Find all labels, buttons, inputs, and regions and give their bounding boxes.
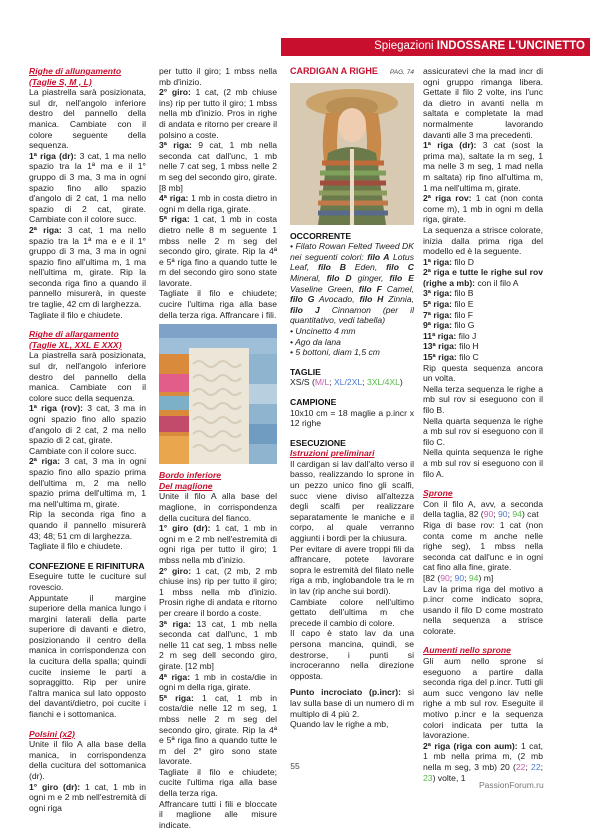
stitch-text: si lav sulla base di un numero di m multiplo di 4 più 2. — [290, 687, 414, 719]
paragraph: La piastrella sarà posizionata, sul dr, nell'angolo inferiore destro del pannello della manica. Cambiate con il colore seguente della sequenza. — [29, 87, 146, 151]
row-label: 1° giro (dr): — [159, 523, 211, 534]
row-instruction — [29, 151, 146, 225]
row-text: 1 mb in costa/die in ogni m della riga, girate. — [159, 671, 277, 693]
size-value-3xl: 94 — [512, 509, 522, 520]
materials-list — [290, 241, 414, 326]
row-label: 2ª riga: — [29, 456, 61, 467]
yarn-e: filo E — [389, 272, 415, 283]
row-instruction — [159, 566, 277, 619]
row-instruction — [159, 619, 277, 672]
section-title-istruzioni: Istruzioni preliminari — [290, 448, 375, 459]
tool-buttons: • 5 bottoni, diam 1,5 cm — [290, 347, 380, 358]
paragraph: Appuntate il margine superiore della manica lungo i margini laterali della parte superiore di davanti e dietro, posizionando il centro della manica in corrispondenza con la cucitura della spalla; quindi cucite insieme le parti a sopraggitto. Rip per unire l'altra manica sul lato opposto del davanti/dietro, poi cucite i fianchi e i sottomanica. — [29, 592, 146, 720]
section-header — [340, 40, 585, 52]
section-sizes-allungamento: (Taglie S, M , L) — [29, 76, 92, 87]
cardigan-photo — [290, 83, 414, 225]
section-title-campione: CAMPIONE — [290, 396, 337, 407]
row-instruction — [29, 782, 146, 814]
text-part: ; — [464, 572, 469, 583]
column-4 — [423, 66, 543, 783]
stripe-label: 1ª riga: — [423, 256, 452, 267]
stripe-value: filo E — [454, 299, 474, 310]
section-title-confezione: CONFEZIONE E RIFINITURA — [29, 560, 145, 571]
text-part: ; — [540, 762, 543, 772]
size-sep: ; — [362, 377, 367, 388]
row-instruction — [159, 193, 277, 214]
row-label: 4ª riga: — [159, 193, 189, 204]
section-title-aumenti: Aumenti nello sprone — [423, 645, 511, 656]
size-value-ml: 22 — [515, 762, 526, 772]
row-label: 5ª riga: — [159, 692, 194, 703]
text-part: ; — [449, 572, 455, 583]
stripe-row — [423, 288, 543, 299]
stripe-value: con il filo A — [477, 277, 519, 288]
paragraph: Il cardigan si lav dall'alto verso il basso, realizzando lo sprone in un pezzo unico fino gli scalfi, succ viene diviso all'altezza degli scalfi per realizzare separatamente le maniche e il corpo, al quale verranno aggiunti i bordi per la chiusura. — [290, 458, 414, 544]
stitch-label: Punto incrociato (p.incr): — [290, 687, 401, 698]
yarn-e-name: Vaseline Green, — [290, 283, 354, 294]
yarn-g: filo G — [290, 294, 315, 305]
row-label: 1ª riga (dr): — [423, 140, 477, 151]
text-part: ) volte, 1 — [432, 772, 466, 783]
stripe-label: 11ª riga: — [423, 330, 457, 341]
paragraph: Affrancare tutti i fili e bloccate il maglione alle misure indicate. — [159, 798, 277, 830]
yarn-j: filo J — [290, 304, 320, 315]
size-value-ml: 90 — [440, 572, 450, 583]
stripe-label: 13ª riga: — [423, 341, 457, 352]
page-reference: PAG. 74 — [389, 69, 414, 76]
row-label: 2ª riga rov: — [423, 193, 472, 204]
paragraph: Tagliate il filo e chiudete. — [29, 541, 123, 552]
text-part: ) cat — [521, 509, 539, 520]
row-text: 1 cat, 1 mb in ogni m e 2 mb nell'estremità di ogni riga — [29, 781, 147, 813]
stripe-label: 3ª riga: — [423, 288, 452, 299]
tool-hook: • Uncinetto 4 mm — [290, 325, 356, 336]
row-label: 3ª riga: — [159, 618, 192, 629]
row-label: 2° giro: — [159, 565, 192, 576]
row-label: 3ª riga: — [159, 140, 192, 151]
column-1 — [29, 66, 146, 813]
size-value-3xl: 94 — [468, 572, 479, 583]
size-value-xl: 90 — [454, 572, 465, 583]
size-value-xl: 22 — [531, 762, 541, 772]
column-3 — [290, 66, 414, 730]
stripe-row — [423, 310, 543, 321]
gauge-text: 10x10 cm = 18 maglie a p.incr x 12 righe — [290, 407, 414, 429]
stripe-value: filo C — [459, 352, 479, 363]
row-label: 2ª riga (riga con aum): — [423, 740, 518, 751]
paragraph: assicuratevi che la mad incr di ogni gruppo rimanga libera. Gettate il filo 2 volte, ins l'unc da dietro in avanti nella m saltata e completate la mad normalmente lavorando davanti alle 3 ma precedenti. — [423, 66, 543, 140]
text-part: [82 ( — [423, 572, 441, 583]
paragraph: Nella quinta sequenza le righe a mb sul rov si eseguono con il filo A. — [423, 447, 543, 479]
paragraph: Il capo è stato lav da una persona mancina, quindi, se destrorse, i punti si incroceranno nella direzione opposta. — [290, 628, 414, 681]
yarn-b: filo B — [317, 262, 346, 273]
row-text: 3 cat, 3 ma in ogni spazio fino allo spazio prima dell'ultima m, 2 ma nello spazio prima dell'ultima m, 1 ma nell'ultima m, girate. — [29, 456, 146, 509]
paragraph: La piastrella sarà posizionata, sul dr, nell'angolo inferiore destro del pannello della manica. Cambiate con il colore succ della sequenza. — [29, 350, 146, 403]
size-xs: XS/S ( — [290, 377, 315, 388]
yarn-f-name: Camel, — [386, 283, 415, 294]
yarn-c-name: Mineral, — [290, 272, 321, 283]
stripe-label: 2ª riga e tutte le righe sul rov (righe a mb): — [423, 267, 543, 288]
paragraph: La sequenza a strisce colorate, inizia dalla prima riga del modello ed è la seguente. — [423, 224, 543, 257]
row-instruction — [159, 214, 277, 288]
watermark: PassionForum.ru — [479, 780, 544, 790]
stripe-value: filo G — [454, 320, 475, 331]
stripe-row — [423, 341, 543, 352]
paragraph: Nella quarta sequenza le righe a mb sul rov si eseguono con il filo C. — [423, 415, 543, 447]
row-text: 1 cat, (2 mb chiuse ins) rip per tutto il giro; 1 mbss nella mb d'inizio. Pros in righe di andata e ritorno per creare il polsino a coste. — [159, 87, 277, 140]
section-title-esecuzione: ESECUZIONE — [290, 437, 346, 448]
size-value-ml: 90 — [483, 509, 494, 520]
header-title: INDOSSARE L'UNCINETTO — [436, 40, 585, 52]
stripe-row — [423, 320, 543, 331]
paragraph: Riga di base rov: 1 cat (non conta come m anche nelle righe seg), 1 mbss nella seconda cat dall'unc e in ogni cat fino alla fine, girate. — [423, 519, 543, 573]
section-title-taglie: TAGLIE — [290, 366, 321, 377]
stripe-label: 7ª riga: — [423, 309, 452, 320]
section-title-polsini: Polsini (x2) — [29, 728, 75, 739]
stripe-row — [423, 331, 543, 342]
stripe-value: filo H — [459, 341, 479, 352]
yarn-j-name: Cinnamon (per il quantitativo, vedi tabella) — [290, 304, 414, 326]
section-sizes-allargamento: (Taglie XL, XXL E XXX) — [29, 339, 122, 350]
stripe-value: filo F — [454, 309, 473, 320]
row-text: 9 cat, 1 mb nella seconda cat dall'unc, 1 mb nelle 7 cat seg, 1 mbss nelle 2 m seg del secondo giro, girate. [8 mb] — [159, 140, 277, 193]
crochet-texture-image — [159, 324, 277, 464]
yarn-h-name: Zinnia, — [388, 294, 415, 305]
page-number: 55 — [290, 761, 300, 771]
row-text: 1 cat, (2 mb, 2 mb chiuse ins) rip per tutto il giro; 1 mbss nella mb d'inizio. Prosin righe di andata e ritorno per creare il bordo a coste. — [159, 565, 277, 618]
section-title-sprone: Sprone — [423, 488, 453, 499]
row-text: 3 cat, 3 ma in ogni spazio fino allo spazio d'angolo di 2 cat, 2 ma nello spazio di 2 cat, girate. — [29, 403, 146, 446]
row-text: 1 cat, 1 mb in ogni m e 2 mb nell'estremità di ogni riga per tutto il giro; 1 mbss nella mb d'inizio. — [159, 523, 277, 565]
row-text: 1 cat, 1 mb in costa/die nelle 12 m seg, 1 mbss nelle 2 m seg del secondo giro, girate. Rip la 4ª e 5ª riga fino a quando tutte le m del 2° giro sono state lavorate. — [159, 692, 277, 767]
row-label: 5ª riga: — [159, 214, 190, 225]
row-instruction — [159, 672, 277, 693]
paragraph: Tagliate il filo e chiudete; cucire l'ultima riga alla base della terza riga. Affrancare i fili. — [159, 288, 277, 320]
pattern-title-row — [290, 66, 414, 79]
size-end: ) — [399, 377, 403, 388]
paragraph: Lav la prima riga del motivo a p.incr come indicato sopra, usando il filo D come mostrato nella sequenza a strisce colorate. — [423, 583, 543, 636]
stripe-label: 15ª riga: — [423, 352, 457, 363]
row-text: 3 cat, 1 ma nello spazio tra la 1ª ma e e il 1° gruppo di 3 ma, 3 ma in ogni spazio fino all'ultima m, 1 ma nell'ultima m, girate. Rip la seconda riga fino a quando il pannello misurerà, in queste tre taglie, 42 cm di larghezza. — [29, 224, 146, 310]
materials-intro: • Filato Rowan Felted Tweed DK nei seguenti colori: — [290, 241, 414, 262]
row-instruction — [423, 193, 543, 225]
row-label: 1° giro (dr): — [29, 781, 81, 792]
pattern-title: CARDIGAN A RIGHE — [290, 66, 378, 76]
section-title-occorrente: OCCORRENTE — [290, 230, 352, 241]
paragraph: per tutto il giro; 1 mbss nella mb d'inizio. — [159, 66, 277, 87]
section-title-bordo: Bordo inferiore — [159, 470, 222, 481]
column-2 — [159, 66, 277, 830]
header-label: Spiegazioni — [374, 40, 434, 52]
yarn-a-name: Lotus Leaf, — [290, 251, 414, 273]
row-text: 1 cat, 1 mb nella prima m, (2 mb nella m seg, 3 mb) 20 ( — [423, 740, 543, 772]
yarn-f: filo F — [358, 283, 382, 294]
size-xl: XL/2XL — [333, 377, 363, 388]
paragraph: Eseguire tutte le cuciture sul rovescio. — [29, 571, 146, 592]
yarn-c: filo C — [386, 262, 414, 273]
size-ml: M/L — [314, 377, 330, 388]
size-sep: ; — [329, 377, 334, 388]
text-part: ; — [493, 509, 499, 520]
row-text: 3 cat (sost la prima ma), saltate la m seg, 1 ma nelle 3 m seg, 1 mad nella m saltata) rip fino all'ultima m, 1 ma nell'ultima m, girate. — [423, 140, 544, 193]
stripe-value: filo D — [454, 256, 474, 267]
yarn-a: filo A — [367, 251, 390, 262]
woman-cardigan-image — [290, 83, 414, 225]
row-label: 2ª riga: — [29, 224, 62, 235]
stitch-definition — [290, 687, 414, 719]
paragraph: Cambiate colore nell'ultimo gettato dell'ultima m che precede il cambio di colore. — [290, 596, 414, 628]
paragraph: Rip la seconda riga fino a quando il pannello misurerà 43; 48; 51 cm di larghezza. — [29, 509, 146, 541]
paragraph: Unite il filo A alla base della manica, in corrispondenza della cucitura del sottomanica (dr). — [29, 739, 146, 781]
size-value-3xl: 23 — [423, 772, 433, 783]
row-text: 1 cat, 1 mb in costa dietro nelle 8 m seguente 1 mbss nelle 2 m seg del secondo giro, girate. Rip la 4ª e 5ª riga fino a quando tutte le m del secondo giro sono state lavorate. — [159, 214, 277, 288]
stripe-row — [423, 299, 543, 310]
size-value-xl: 90 — [498, 509, 508, 520]
stripe-row — [423, 352, 543, 363]
stripe-value: filo B — [454, 288, 474, 299]
row-label: 1ª riga (rov): — [29, 403, 84, 414]
row-instruction — [159, 140, 277, 193]
tool-needle: • Ago da lana — [290, 336, 341, 347]
text-part: ; — [525, 762, 532, 772]
paragraph: Nella terza sequenza le righe a mb sul rov si eseguono con il filo B. — [423, 383, 543, 415]
paragraph: Unite il filo A alla base del maglione, in corrispondenza della cucitura del fianco. — [159, 491, 277, 523]
stripe-row — [423, 257, 543, 268]
row-text: 1 mb in costa dietro in ogni m della riga, girate. — [159, 193, 277, 214]
paragraph — [423, 573, 543, 584]
stripe-row — [423, 267, 543, 288]
text-part: ; — [507, 509, 513, 520]
yarn-h: filo H — [359, 294, 384, 305]
row-instruction — [159, 87, 277, 140]
yarn-b-name: Eden, — [354, 262, 378, 273]
paragraph: Tagliate il filo e chiudete; cucite l'ultima riga alla base della terza riga. — [159, 766, 277, 799]
crochet-stitch-photo — [159, 324, 277, 464]
row-text: 1 cat (non conta come m), 1 mb in ogni m della riga, girate. — [423, 193, 543, 225]
section-title-allungamento: Righe di allungamento — [29, 66, 122, 76]
text-part: Con il filo A, avv, a seconda della taglia, 82 ( — [423, 498, 543, 520]
row-label: 2° giro: — [159, 87, 191, 98]
yarn-g-name: Avocado, — [318, 294, 355, 305]
paragraph: Gli aum nello sprone si eseguono a partire dalla seconda riga del p.incr. Tutti gli aum succ vengono lav nelle righe a mb sul rov. Eseguite il motivo p.incr e la sequenza colori indicata per tutta la lavorazione. — [423, 656, 543, 741]
row-label: 1ª riga (dr): — [29, 150, 77, 161]
row-text: 13 cat, 1 mb nella seconda cat dall'unc, 1 mb nelle 11 cat seg, 1 mbss nelle 2 m seg dell secondo giro, girate. [12 mb] — [159, 618, 277, 671]
stripe-label: 5ª riga: — [423, 299, 452, 310]
row-instruction — [159, 693, 277, 767]
row-instruction — [29, 403, 146, 445]
yarn-d-name: ginger, — [357, 272, 384, 283]
row-instruction — [29, 225, 146, 310]
paragraph: Quando lav le righe a mb, — [290, 719, 389, 730]
row-instruction — [29, 456, 146, 509]
section-title-allargamento: Righe di allargamento — [29, 329, 119, 340]
stripe-label: 9ª riga: — [423, 320, 452, 331]
text-part: ) m] — [478, 572, 494, 583]
row-instruction — [159, 523, 277, 565]
row-label: 4ª riga: — [159, 671, 191, 682]
section-subtitle-bordo: Del maglione — [159, 480, 213, 491]
paragraph: Per evitare di avere troppi fili da affrancare, potete lavorare sopra le estremità del filato nelle riga a mb, inglobandole tra le m in lav (rip anche sui bordi). — [290, 543, 414, 596]
row-text: 3 cat, 1 ma nello spazio tra la 1ª ma e il 1° gruppo di 3 ma, 3 ma in ogni spazio fino allo spazio d'angolo di 2 cat, 1 ma nello spazio di 2 cat, girate. Cambiate con il colore succ. — [29, 150, 146, 225]
paragraph — [423, 499, 543, 520]
stripe-value: filo J — [458, 330, 477, 341]
row-instruction — [423, 140, 543, 193]
sizes-line — [290, 377, 414, 388]
yarn-d: filo D — [326, 272, 352, 283]
paragraph: Rip questa sequenza ancora un volta. — [423, 362, 543, 384]
size-3xl: 3XL/4XL — [366, 377, 400, 388]
paragraph: Tagliate il filo e chiudete. — [29, 309, 123, 320]
paragraph: Cambiate con il colore succ. — [29, 445, 137, 456]
